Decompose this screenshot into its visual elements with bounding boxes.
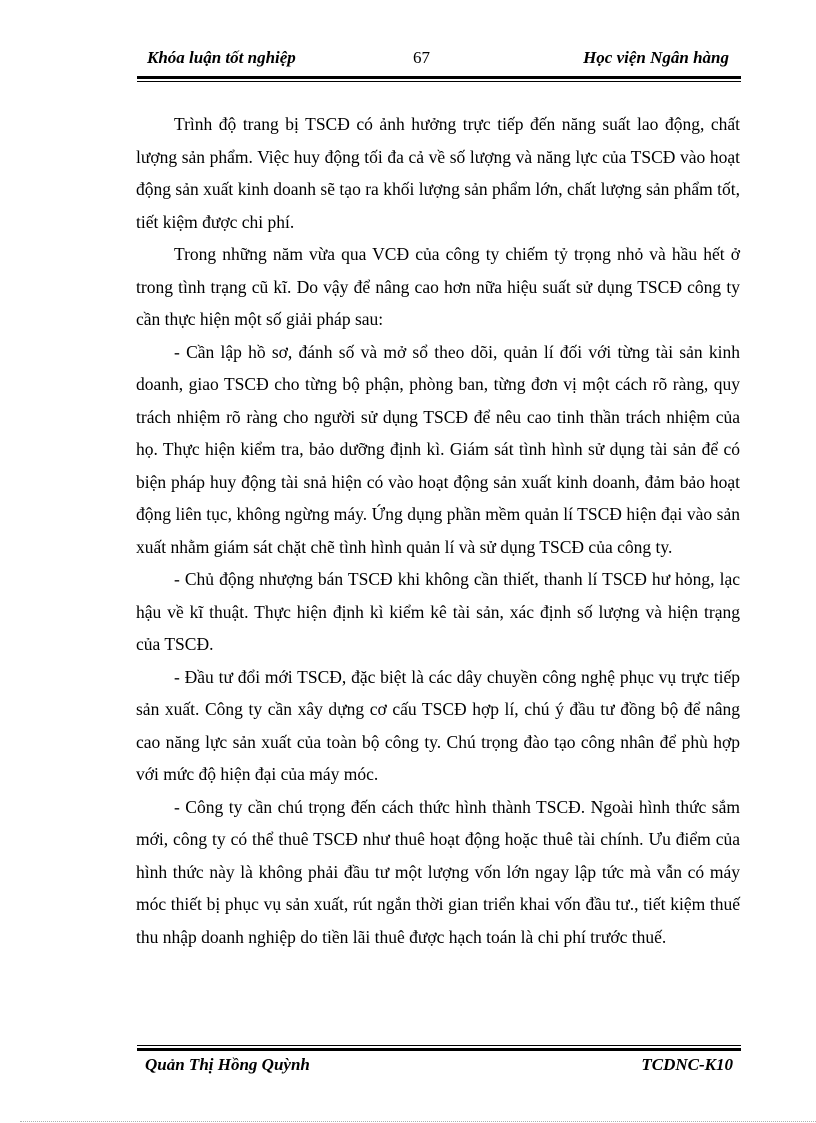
paragraph-5: - Đầu tư đổi mới TSCĐ, đặc biệt là các dây chuyền công nghệ phục vụ trực tiếp sản xuất. Công ty cần xây dựng cơ cấu TSCĐ hợp lí, chú ý đầu tư đồng bộ để nâng cao năng lực sản xuất của toàn bộ công ty. Chú trọng đào tạo công nhân để phù hợp với mức độ hiện đại của máy móc. <box>136 666 740 784</box>
header-institution: Học viện Ngân hàng <box>583 48 729 67</box>
paragraph-1: Trình độ trang bị TSCĐ có ảnh hưởng trực tiếp đến năng suất lao động, chất lượng sản phẩm. Việc huy động tối đa cả về số lượng và năng lực của TSCĐ vào hoạt động sản xuất kinh doanh sẽ tạo ra khối lượng sản phẩm lớn, chất lượng sản phẩm tốt, tiết kiệm được chi phí. <box>136 114 740 232</box>
footer-rule-thin <box>137 1045 741 1046</box>
paragraph-6: - Công ty cần chú trọng đến cách thức hình thành TSCĐ. Ngoài hình thức sắm mới, công ty có thể thuê TSCĐ như thuê hoạt động hoặc thuê tài chính. Ưu điểm của hình thức này là không phải đầu tư một lượng vốn lớn ngay lập tức mà vẫn có máy móc thiết bị phục vụ sản xuất, rút ngắn thời gian triển khai vốn đầu tư., tiết kiệm thuế thu nhập doanh nghiệp do tiền lãi thuê được hạch toán là chi phí trước thuế. <box>136 796 740 947</box>
page-edge-divider <box>20 1121 816 1122</box>
footer-class-code: TCDNC-K10 <box>641 1055 733 1074</box>
paragraph-3: - Cần lập hồ sơ, đánh số và mở sổ theo dõi, quản lí đối với từng tài sản kinh doanh, giao TSCĐ cho từng bộ phận, phòng ban, từng đơn vị một cách rõ ràng, quy trách nhiệm rõ ràng cho người sử dụng TSCĐ để nêu cao tinh thần trách nhiệm của họ. Thực hiện kiểm tra, bảo dưỡng định kì. Giám sát tình hình sử dụng tài sản để có biện pháp huy động tài snả hiện có vào hoạt động sản xuất kinh doanh, đảm bảo hoạt động liên tục, không ngừng máy. Ứng dụng phần mềm quản lí TSCĐ hiện đại vào sản xuất nhằm giám sát chặt chẽ tình hình quản lí và sử dụng TSCĐ của công ty. <box>136 341 740 557</box>
header-rule-thick <box>137 76 741 79</box>
footer-author: Quản Thị Hồng Quỳnh <box>145 1055 310 1074</box>
header-rule-thin <box>137 81 741 82</box>
paragraph-4: - Chủ động nhượng bán TSCĐ khi không cần thiết, thanh lí TSCĐ hư hỏng, lạc hậu về kĩ thuật. Thực hiện định kì kiểm kê tài sản, xác định số lượng và hiện trạng của TSCĐ. <box>136 569 740 654</box>
paragraph-2: Trong những năm vừa qua VCĐ của công ty chiếm tỷ trọng nhỏ và hầu hết ở trong tình trạng cũ kĩ. Do vậy để nâng cao hơn nữa hiệu suất sử dụng TSCĐ công ty cần thực hiện một số giải pháp sau: <box>136 244 740 329</box>
header-thesis-title: Khóa luận tốt nghiệp <box>147 48 296 67</box>
page-number: 67 <box>413 48 430 67</box>
page-footer <box>137 1050 741 1080</box>
page-header <box>137 46 741 74</box>
document-body <box>136 108 740 953</box>
